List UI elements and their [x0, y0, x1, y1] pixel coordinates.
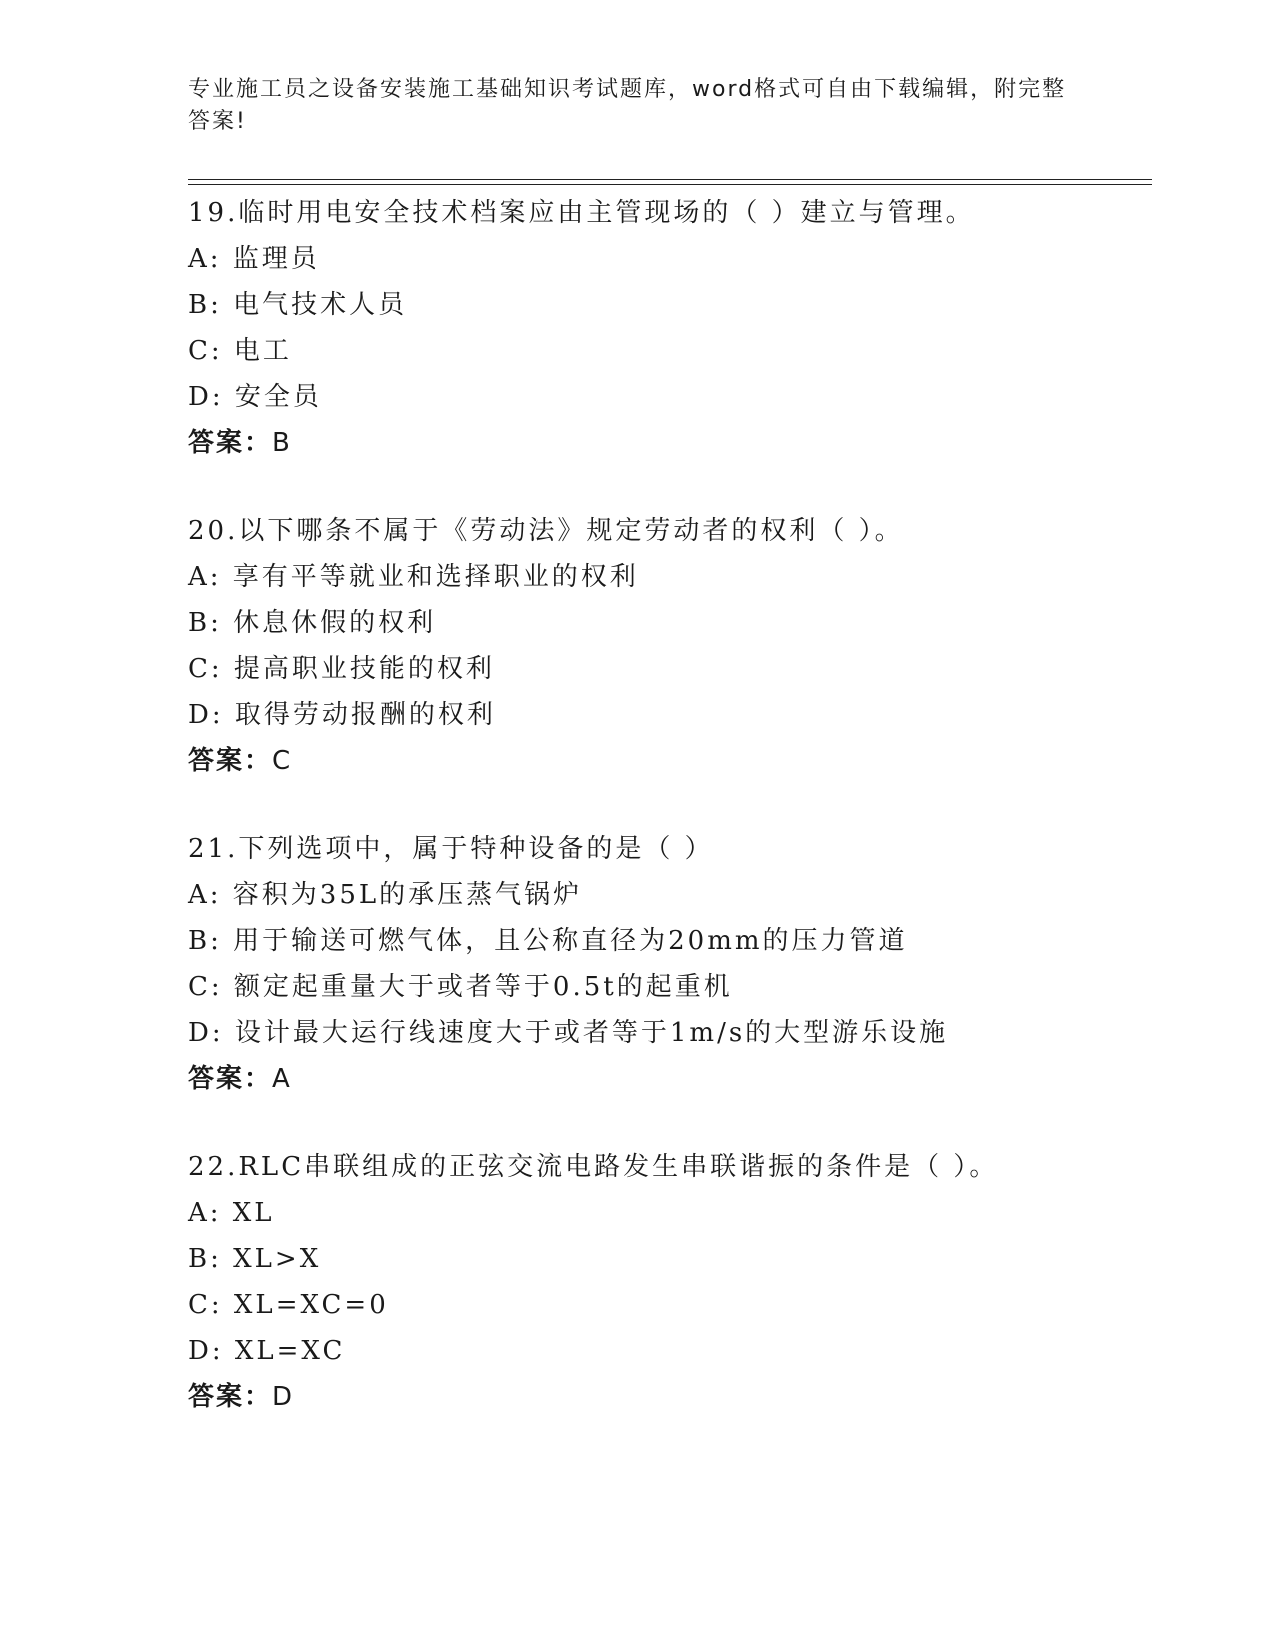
option-c: C: XL=XC=0	[188, 1290, 389, 1320]
question-stem: 20.以下哪条不属于《劳动法》规定劳动者的权利（ ）。	[188, 516, 904, 546]
option-c: C: 提高职业技能的权利	[188, 654, 495, 684]
header-text: 专业施工员之设备安装施工基础知识考试题库，word格式可自由下载编辑，附完整答案!	[188, 77, 1067, 134]
option-b: B: 用于输送可燃气体，且公称直径为20mm的压力管道	[188, 926, 908, 956]
option-a: A: XL	[188, 1198, 275, 1228]
question-21	[188, 826, 1148, 1102]
option-c: C: 电工	[188, 336, 292, 366]
option-d: D: 安全员	[188, 382, 322, 412]
option-a: A: 监理员	[188, 244, 320, 274]
option-c: C: 额定起重量大于或者等于0.5t的起重机	[188, 972, 733, 1002]
option-b: B: XL>X	[188, 1244, 322, 1274]
question-22	[188, 1144, 1148, 1420]
answer-label: 答案：	[188, 428, 273, 458]
answer-value: B	[272, 428, 292, 458]
answer-line	[188, 1056, 1148, 1102]
option-a: A: 享有平等就业和选择职业的权利	[188, 562, 639, 592]
header-divider-bottom	[188, 184, 1152, 185]
question-20	[188, 508, 1148, 784]
option-d: D: 取得劳动报酬的权利	[188, 700, 496, 730]
option-b: B: 休息休假的权利	[188, 608, 437, 638]
answer-label: 答案：	[188, 1382, 273, 1412]
answer-value: C	[272, 746, 293, 776]
header-divider-top	[188, 179, 1152, 180]
answer-line	[188, 738, 1148, 784]
answer-value: A	[272, 1064, 292, 1094]
document-header	[188, 74, 1088, 138]
answer-value: D	[272, 1382, 295, 1412]
answer-line	[188, 1374, 1148, 1420]
question-stem: 21.下列选项中，属于特种设备的是（ ）	[188, 834, 714, 864]
answer-label: 答案：	[188, 1064, 273, 1094]
answer-line	[188, 420, 1148, 466]
answer-label: 答案：	[188, 746, 273, 776]
option-b: B: 电气技术人员	[188, 290, 408, 320]
question-19	[188, 190, 1148, 466]
option-d: D: 设计最大运行线速度大于或者等于1m/s的大型游乐设施	[188, 1018, 949, 1048]
question-stem: 22.RLC串联组成的正弦交流电路发生串联谐振的条件是（ ）。	[188, 1152, 999, 1182]
option-a: A: 容积为35L的承压蒸气锅炉	[188, 880, 583, 910]
question-stem: 19.临时用电安全技术档案应由主管现场的（ ）建立与管理。	[188, 198, 975, 228]
option-d: D: XL=XC	[188, 1336, 346, 1366]
